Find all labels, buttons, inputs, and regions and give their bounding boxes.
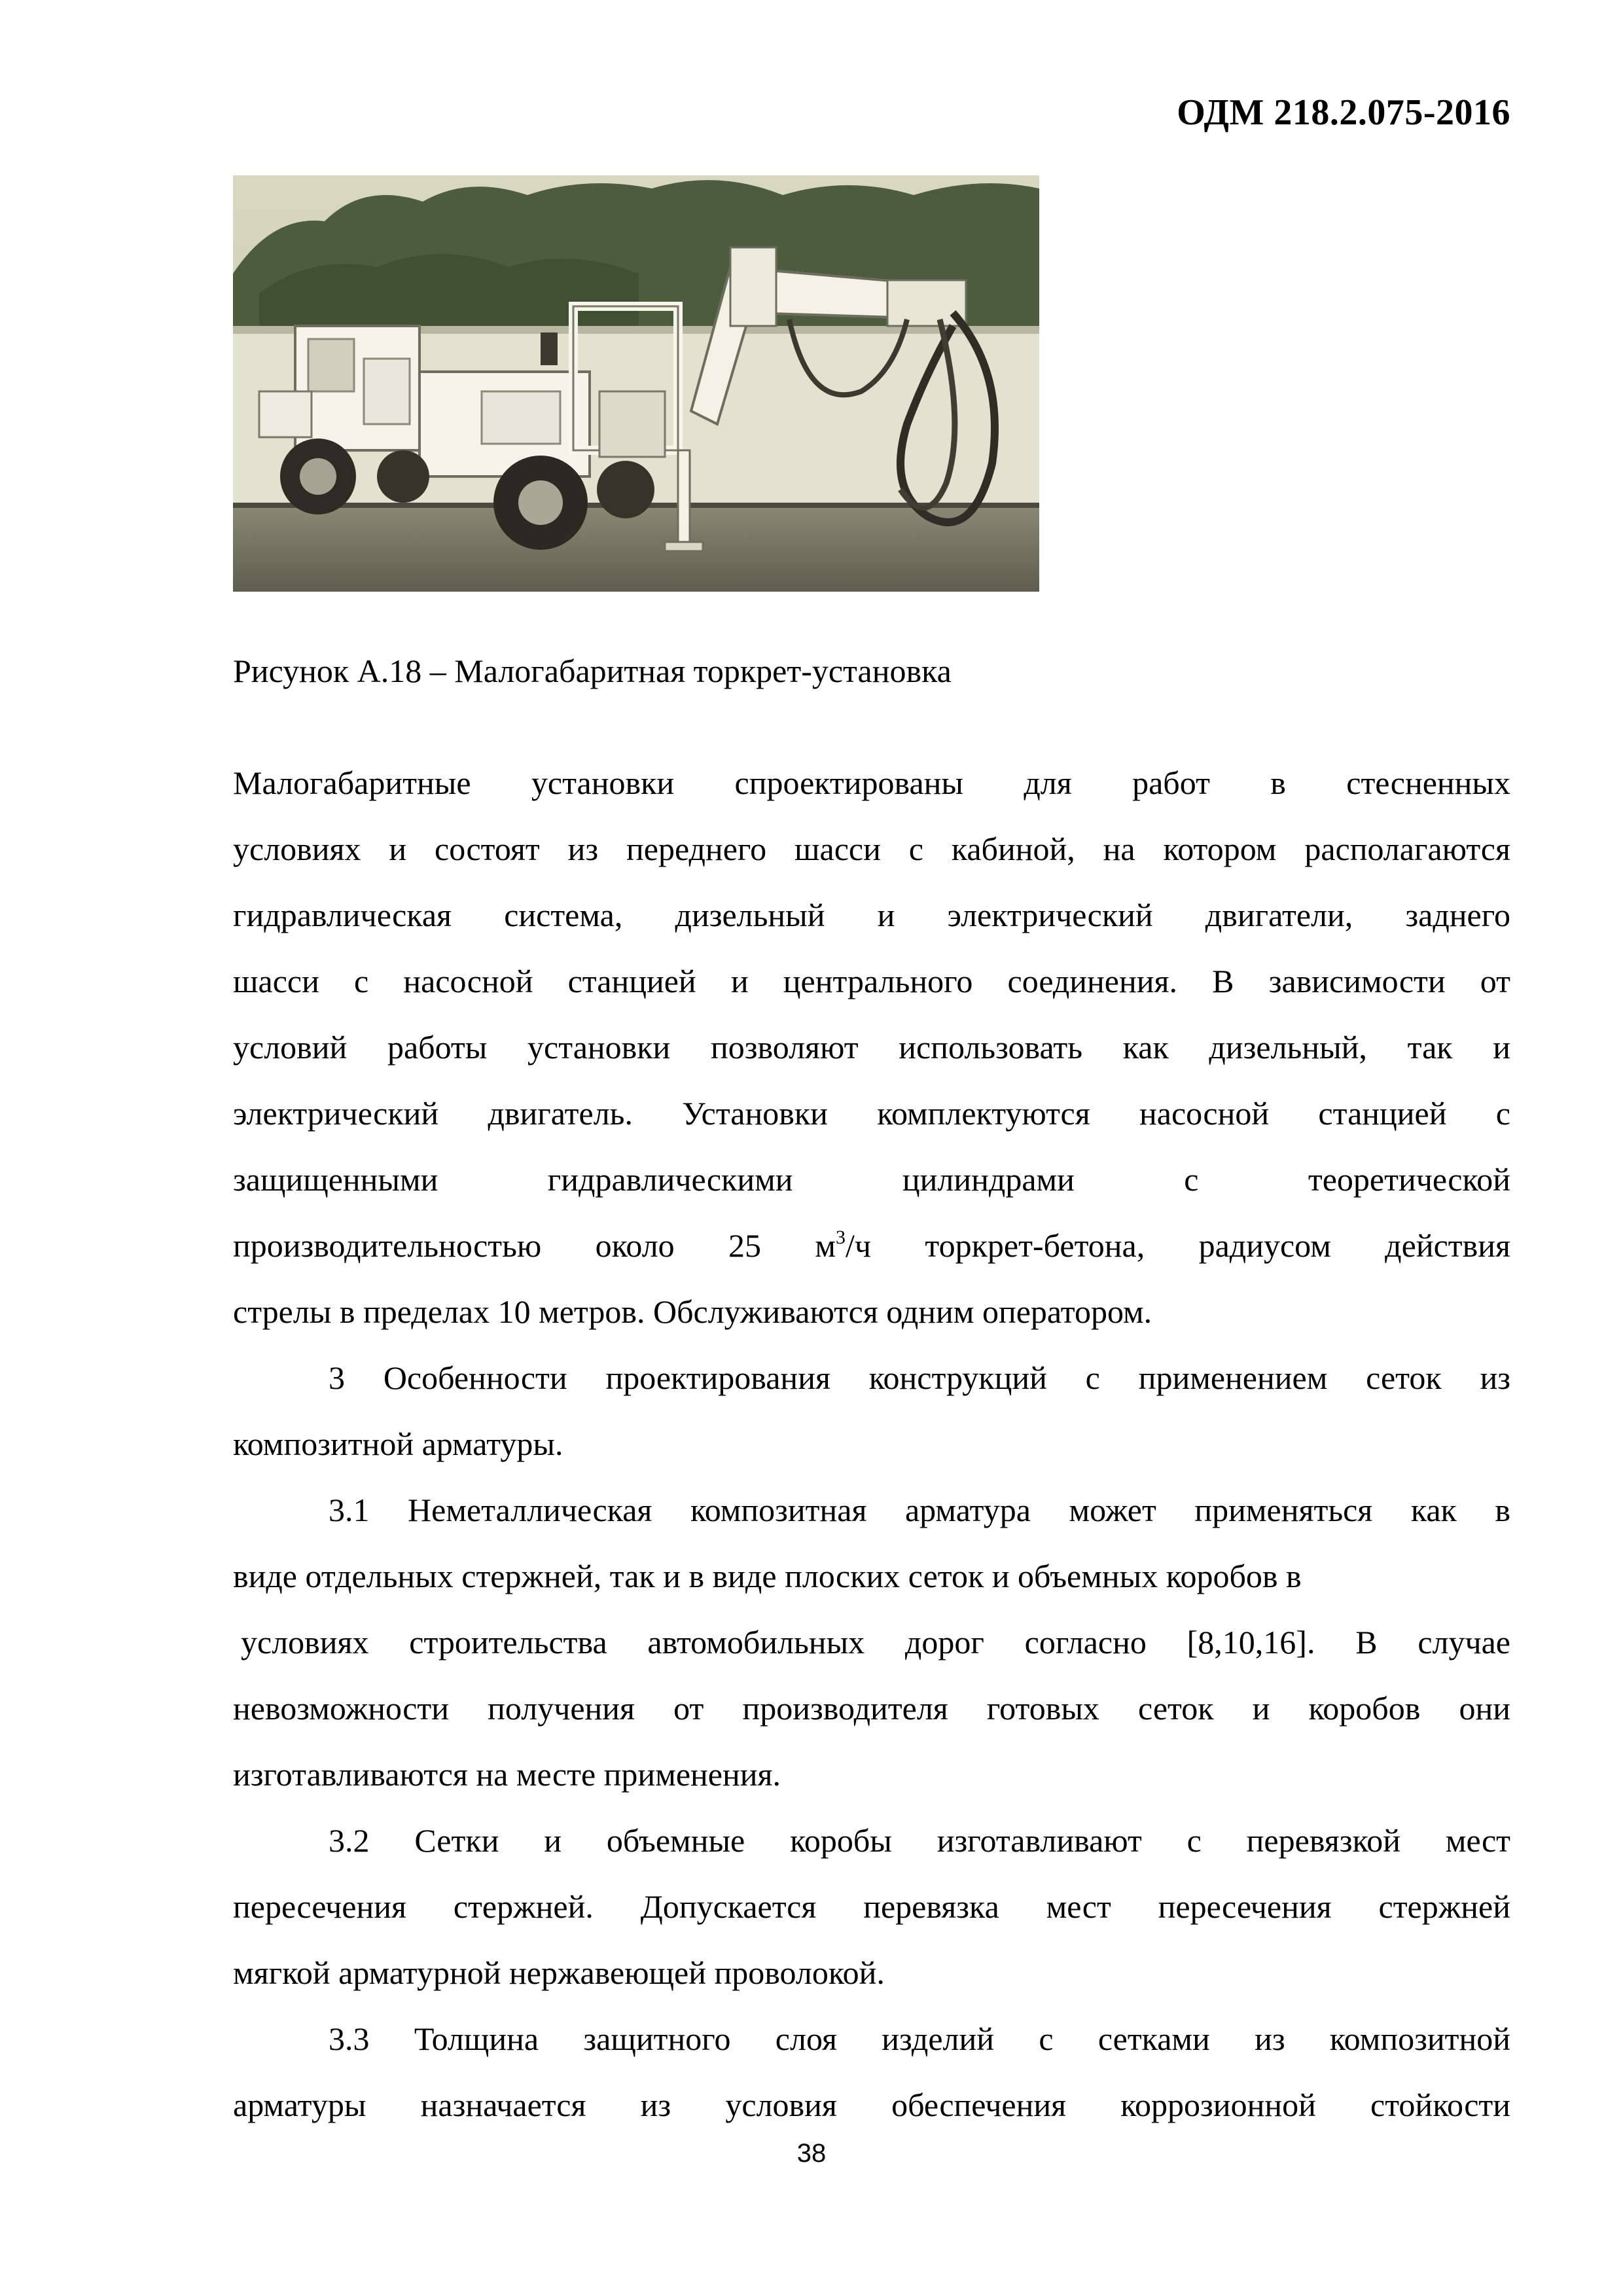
text-line: виде отдельных стержней, так и в виде плоских сеток и объемных коробов в (233, 1558, 1302, 1594)
text-line: композитной арматуры. (233, 1426, 563, 1462)
text-line: арматуры назначается из условия обеспечения коррозионной стойкости (233, 2087, 1510, 2123)
text-line: защищенными гидравлическими цилиндрами с теоретической (233, 1161, 1510, 1198)
text-line: электрический двигатель. Установки комплектуются насосной станцией с (233, 1095, 1510, 1132)
text-line: 3.1 Неметаллическая композитная арматура может применяться как в (329, 1492, 1510, 1528)
paragraph-3-3 (233, 2006, 1510, 2138)
figure-photo (233, 175, 1039, 592)
text-fragment: /ч торкрет-бетона, радиусом действия (846, 1227, 1510, 1264)
text-line: шасси с насосной станцией и центрального соединения. В зависимости от (233, 963, 1510, 999)
shotcrete-machine-photo (233, 175, 1039, 592)
text-line: условий работы установки позволяют использовать как дизельный, так и (233, 1029, 1510, 1066)
text-line: условиях строительства автомобильных дорог согласно [8,10,16]. В случае (241, 1624, 1510, 1660)
text-line-with-superscript (233, 1213, 1510, 1279)
text-line: условиях и состоят из переднего шасси с кабиной, на котором располагаются (233, 831, 1510, 867)
text-line: Малогабаритные установки спроектированы для работ в стесненных (233, 764, 1510, 801)
paragraph-section-3 (233, 1345, 1510, 1477)
paragraph-3-2 (233, 1808, 1510, 2006)
text-line: изготавливаются на месте применения. (233, 1756, 781, 1793)
text-line: гидравлическая система, дизельный и электрический двигатели, заднего (233, 897, 1510, 933)
paragraph-small-units (233, 750, 1510, 1345)
text-line: 3.3 Толщина защитного слоя изделий с сетками из композитной (329, 2020, 1510, 2057)
text-line: стрелы в пределах 10 метров. Обслуживаются одним оператором. (233, 1293, 1152, 1330)
figure-caption: Рисунок А.18 – Малогабаритная торкрет-установка (233, 653, 952, 689)
text-line: невозможности получения от производителя готовых сеток и коробов они (233, 1690, 1510, 1727)
superscript: 3 (836, 1227, 846, 1248)
section-heading: 3 Особенности проектирования конструкций с применением сеток из (329, 1359, 1510, 1396)
text-fragment: производительностью около 25 м (233, 1227, 836, 1264)
text-line: пересечения стержней. Допускается перевязка мест пересечения стержней (233, 1888, 1510, 1925)
text-line: мягкой арматурной нержавеющей проволокой. (233, 1954, 885, 1991)
text-line: 3.2 Сетки и объемные коробы изготавливают с перевязкой мест (329, 1822, 1510, 1859)
document-code: ОДМ 218.2.075-2016 (1177, 92, 1510, 133)
paragraph-3-1 (233, 1477, 1510, 1808)
page-number: 38 (796, 2139, 827, 2168)
